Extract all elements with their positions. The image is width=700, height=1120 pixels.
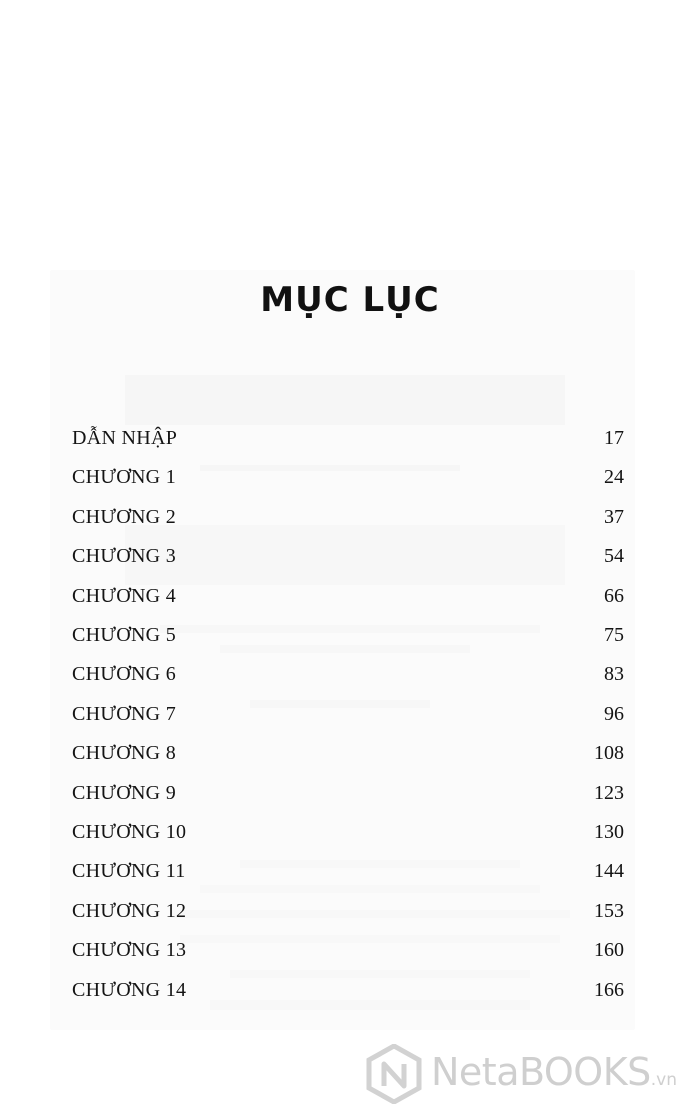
toc-entry-page-number: 108 [594, 742, 624, 765]
toc-entry [72, 581, 624, 611]
toc-entry [72, 423, 624, 453]
netabooks-logo-icon [365, 1044, 423, 1104]
toc-entry-label: CHƯƠNG 8 [72, 742, 177, 765]
watermark-brand: NetaBOOKS [431, 1050, 651, 1094]
watermark-text [431, 1050, 677, 1094]
toc-entry-page-number: 54 [604, 545, 624, 568]
toc-entry [72, 975, 624, 1005]
toc-entry-label: CHƯƠNG 10 [72, 821, 187, 843]
toc-entry-label: CHƯƠNG 9 [72, 781, 177, 804]
toc-entry [72, 817, 624, 847]
toc-entry-label: CHƯƠNG 3 [72, 545, 177, 568]
toc-entry-label: CHƯƠNG 6 [72, 663, 177, 686]
toc-entry [72, 502, 624, 532]
toc-entry-label: CHƯƠNG 13 [72, 939, 187, 962]
toc-entry-label: CHƯƠNG 2 [72, 505, 177, 528]
toc-entry-page-number: 166 [594, 978, 624, 1001]
toc-entry [72, 896, 624, 926]
toc-entry-label: CHƯƠNG 11 [72, 860, 186, 883]
toc-entry-page-number: 96 [604, 702, 624, 725]
toc-entry [72, 541, 624, 571]
toc-entry-label: CHƯƠNG 4 [72, 584, 177, 607]
toc-entry-label: DẪN NHẬP [72, 427, 178, 449]
toc-entry-page-number: 153 [594, 899, 624, 922]
toc-entry [72, 462, 624, 492]
page-title: MỤC LỤC [260, 280, 440, 320]
watermark-suffix: .vn [650, 1070, 678, 1090]
toc-entry-page-number: 75 [604, 624, 624, 646]
toc-entry-page-number: 37 [604, 505, 624, 528]
toc-entry-page-number: 144 [594, 860, 624, 883]
toc-entry-label: CHƯƠNG 7 [72, 702, 177, 725]
toc-entry-page-number: 160 [594, 939, 624, 962]
toc-entry-label: CHƯƠNG 5 [72, 624, 177, 646]
watermark [365, 1044, 695, 1104]
toc-entry [72, 935, 624, 965]
toc-entry [72, 856, 624, 886]
toc-entry-page-number: 17 [604, 427, 624, 449]
toc-entry-page-number: 66 [604, 584, 624, 607]
toc-entry-label: CHƯƠNG 1 [72, 466, 177, 489]
toc-entry-label: CHƯƠNG 12 [72, 899, 187, 922]
toc-entry [72, 778, 624, 808]
toc-entry [72, 699, 624, 729]
toc-entry [72, 620, 624, 650]
toc-entry-label: CHƯƠNG 14 [72, 978, 187, 1001]
toc-entry [72, 738, 624, 768]
toc-entry-page-number: 130 [594, 821, 624, 843]
toc-entry-page-number: 24 [604, 466, 624, 489]
toc-entry [72, 659, 624, 689]
toc-entry-page-number: 123 [594, 781, 624, 804]
toc-entry-page-number: 83 [604, 663, 624, 686]
